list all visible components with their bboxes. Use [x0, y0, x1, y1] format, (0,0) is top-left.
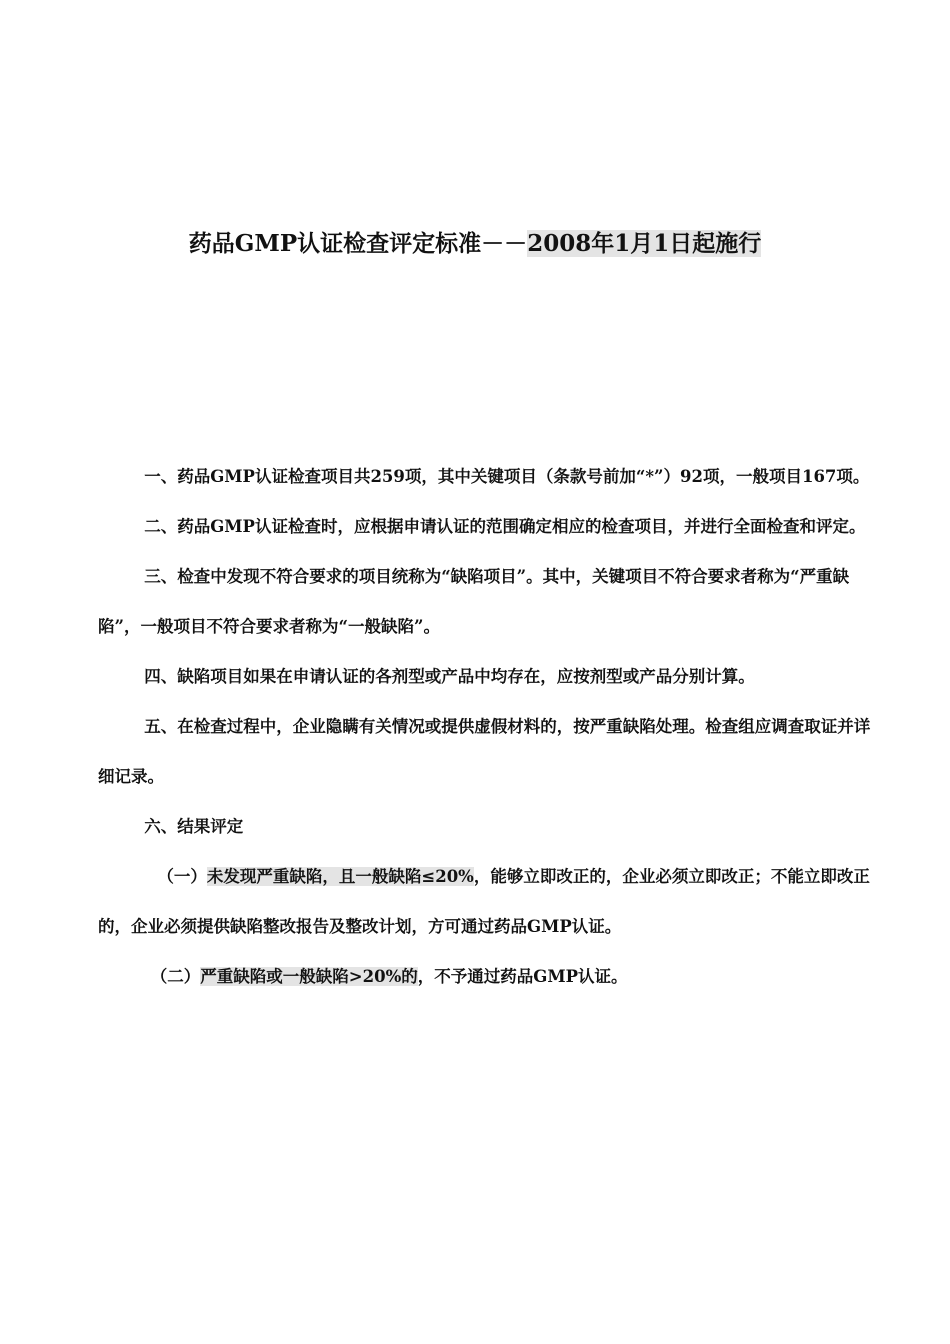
result-item-2 — [98, 952, 882, 1002]
paragraph-3: 三、检查中发现不符合要求的项目统称为“缺陷项目”。其中，关键项目不符合要求者称为“严重缺陷”，一般项目不符合要求者称为“一般缺陷”。 — [98, 567, 850, 636]
paragraph-4: 四、缺陷项目如果在申请认证的各剂型或产品中均存在，应按剂型或产品分别计算。 — [144, 667, 755, 686]
result-2-condition: 严重缺陷或一般缺陷>20%的 — [200, 967, 418, 986]
paragraph-6-heading: 六、结果评定 — [144, 817, 244, 836]
result-1-condition: 未发现严重缺陷，且一般缺陷≤20% — [206, 867, 474, 886]
title-main: 药品GMP认证检查评定标准－－ — [188, 230, 528, 257]
result-1-text: ，能够立即改正的，企业必须立即改正；不能立即改正的，企业必须提供缺陷整改报告及整改计划，方可通过药品GMP认证。 — [98, 867, 870, 936]
result-2-text: ，不予通过药品GMP认证。 — [417, 967, 628, 986]
document-body — [98, 452, 882, 1002]
document-title — [0, 226, 950, 262]
result-item-1 — [98, 852, 882, 952]
title-effective-date: 2008年1月1日起施行 — [527, 230, 762, 257]
paragraph-5: 五、在检查过程中，企业隐瞒有关情况或提供虚假材料的，按严重缺陷处理。检查组应调查取证并详细记录。 — [98, 717, 871, 786]
result-2-prefix: （二） — [150, 967, 201, 986]
paragraph-1: 一、药品GMP认证检查项目共259项，其中关键项目（条款号前加“*”）92项，一般项目167项。 — [144, 467, 870, 486]
result-1-prefix: （一） — [157, 867, 207, 886]
paragraph-2: 二、药品GMP认证检查时，应根据申请认证的范围确定相应的检查项目，并进行全面检查和评定。 — [144, 517, 866, 536]
